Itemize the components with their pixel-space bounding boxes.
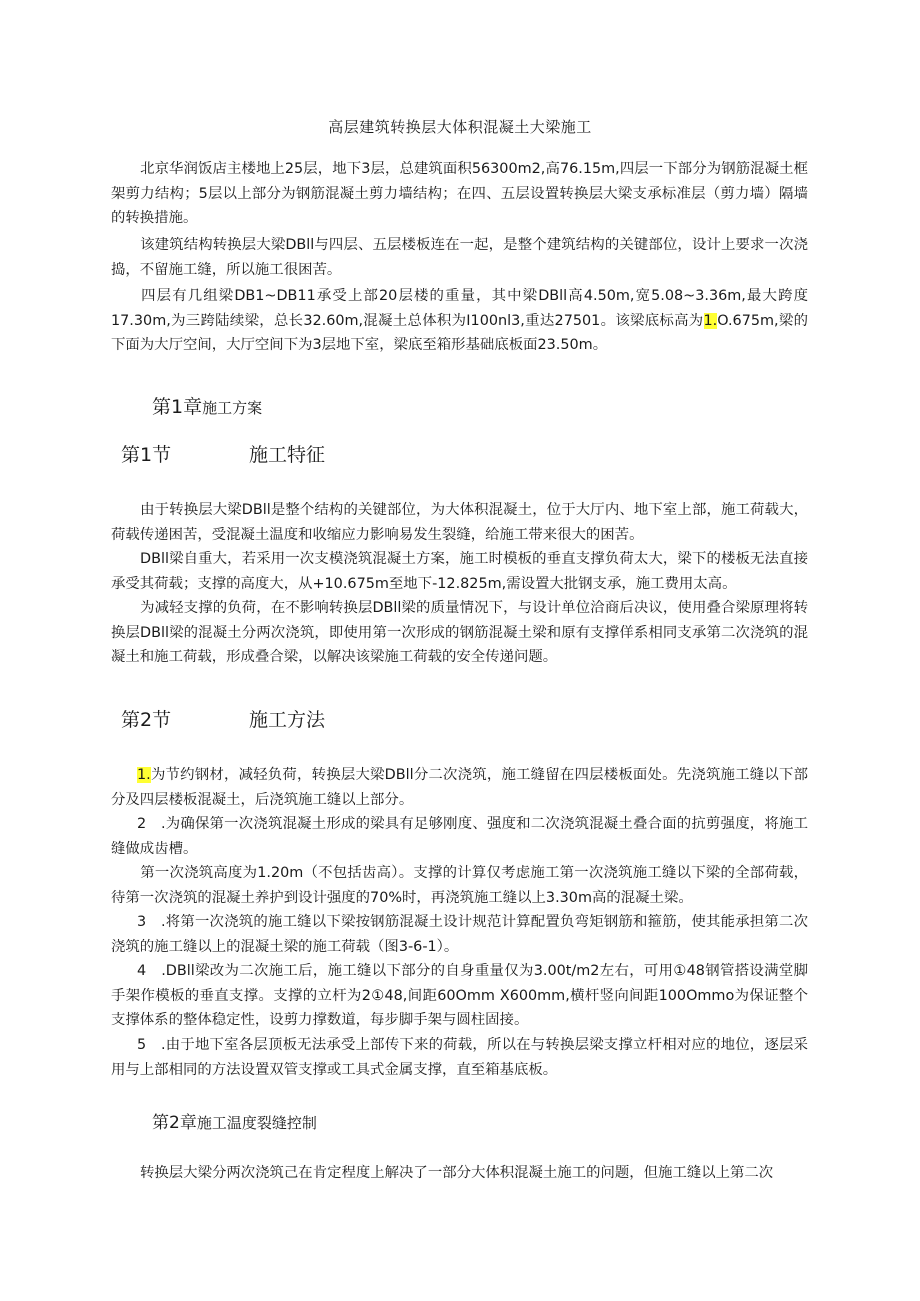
section-number: 第1节 <box>121 444 172 466</box>
section-2-item-3: 3 .将第一次浇筑的施工缝以下梁按钢筋混凝土设计规范计算配置负弯矩钢筋和箍筋，使其能承担第二次浇筑的施工缝以上的混凝土梁的施工荷载（图3-6-1）。 <box>111 914 808 955</box>
section-1-paragraph-2: DBll梁自重大，若采用一次支模浇筑混凝土方案，施工时模板的垂直支撑负荷太大，梁下的楼板无法直接承受其荷载；支撑的高度大，从+10.675m至地下-12.825m,需设置大批钢支承，施工费用太高。 <box>111 551 808 592</box>
chapter-number: 第1章 <box>152 396 203 418</box>
section-2-item-4: 4 .DBll梁改为二次施工后，施工缝以下部分的自身重量仅为3.00t∕m2左右，可用①48钢管搭设满堂脚手架作模板的垂直支撑。支撑的立杆为2①48,间距60Omm X600mm,横杆竖向间距100Ommo为保证整个支撑体系的整体稳定性，设剪力撑数道，每步脚手架与圆柱固接。 <box>111 963 808 1028</box>
chapter-name: 施工方案 <box>202 399 263 417</box>
section-2-paragraph: 第一次浇筑高度为1.20m（不包括齿高）。支撑的计算仅考虑施工第一次浇筑施工缝以下梁的全部荷载，待第一次浇筑的混凝土养护到设计强度的70%时，再浇筑施工缝以上3.30m高的混凝土梁。 <box>111 865 808 906</box>
section-1-heading <box>121 440 326 467</box>
section-number: 第2节 <box>121 709 172 731</box>
chapter-2-paragraph: 转换层大梁分两次浇筑己在肯定程度上解决了一部分大体积混凝土施工的问题，但施工缝以上第二次 <box>140 1165 774 1181</box>
section-name: 施工特征 <box>249 444 326 466</box>
highlighted-text: 1. <box>703 312 718 329</box>
intro-paragraph-1: 北京华润饭店主楼地上25层，地下3层，总建筑面积56300m2,高76.15m,四层一下部分为钢筋混凝土框架剪力结构；5层以上部分为钢筋混凝土剪力墙结构；在四、五层设置转换层大梁支承标准层（剪力墙）隔墙的转换措施。 <box>111 161 808 226</box>
section-2-item-5: 5 .由于地下室各层顶板无法承受上部传下来的荷载，所以在与转换层梁支撑立杆相对应的地位，逐层采用与上部相同的方法设置双管支撑或工具式金属支撑，直至箱基底板。 <box>111 1037 808 1078</box>
section-1-paragraph-3: 为减轻支撑的负荷，在不影响转换层DBll梁的质量情况下，与设计单位洽商后决议，使用叠合梁原理将转换层DBll梁的混凝土分两次浇筑，即使用第一次形成的钢筋混凝土梁和原有支撑佯系相同支承第二次浇筑的混凝土和施工荷载，形成叠合梁，以解决该梁施工荷载的安全传递问题。 <box>111 600 808 665</box>
highlighted-text: 1. <box>137 767 151 783</box>
intro-paragraph-2: 该建筑结构转换层大梁DBll与四层、五层楼板连在一起，是整个建筑结构的关键部位，设计上要求一次浇捣，不留施工缝，所以施工很困苦。 <box>111 237 808 278</box>
section-2-item-1: 1.为节约钢材，减轻负荷，转换层大梁DBll分二次浇筑，施工缝留在四层楼板面处。先浇筑施工缝以下部分及四层楼板混凝土，后浇筑施工缝以上部分。 <box>111 767 808 808</box>
document-title: 高层建筑转换层大体积混凝土大梁施工 <box>328 118 592 136</box>
section-name: 施工方法 <box>249 709 326 731</box>
section-1-paragraph-1: 由于转换层大梁DBll是整个结构的关键部位，为大体积混凝土，位于大厅内、地下室上部，施工荷载大，荷载传递困苦，受混凝土温度和收缩应力影响易发生裂缝，给施工带来很大的困苦。 <box>111 502 808 543</box>
chapter-number: 第2章 <box>152 1113 197 1133</box>
chapter-1-heading <box>152 392 262 419</box>
section-2-item-2: 2 .为确保第一次浇筑混凝土形成的梁具有足够刚度、强度和二次浇筑混凝土叠合面的抗剪强度，将施工缝做成齿槽。 <box>111 816 808 857</box>
chapter-name: 施工温度裂缝控制 <box>196 1114 317 1132</box>
chapter-2-heading <box>152 1108 317 1133</box>
intro-paragraph-3: 四层有几组梁DB1~DB11承受上部20层楼的重量，其中梁DBll高4.50m,宽5.08~3.36m,最大跨度17.30m,为三跨陆续梁，总长32.60m,混凝土总体积为I100nl3,重达27501。该梁底标高为1.O.675m,梁的下面为大厅空间，大厅空间下为3层地下室，梁底至箱形基础底板面23.50m。 <box>111 288 809 353</box>
section-2-heading <box>121 705 326 732</box>
